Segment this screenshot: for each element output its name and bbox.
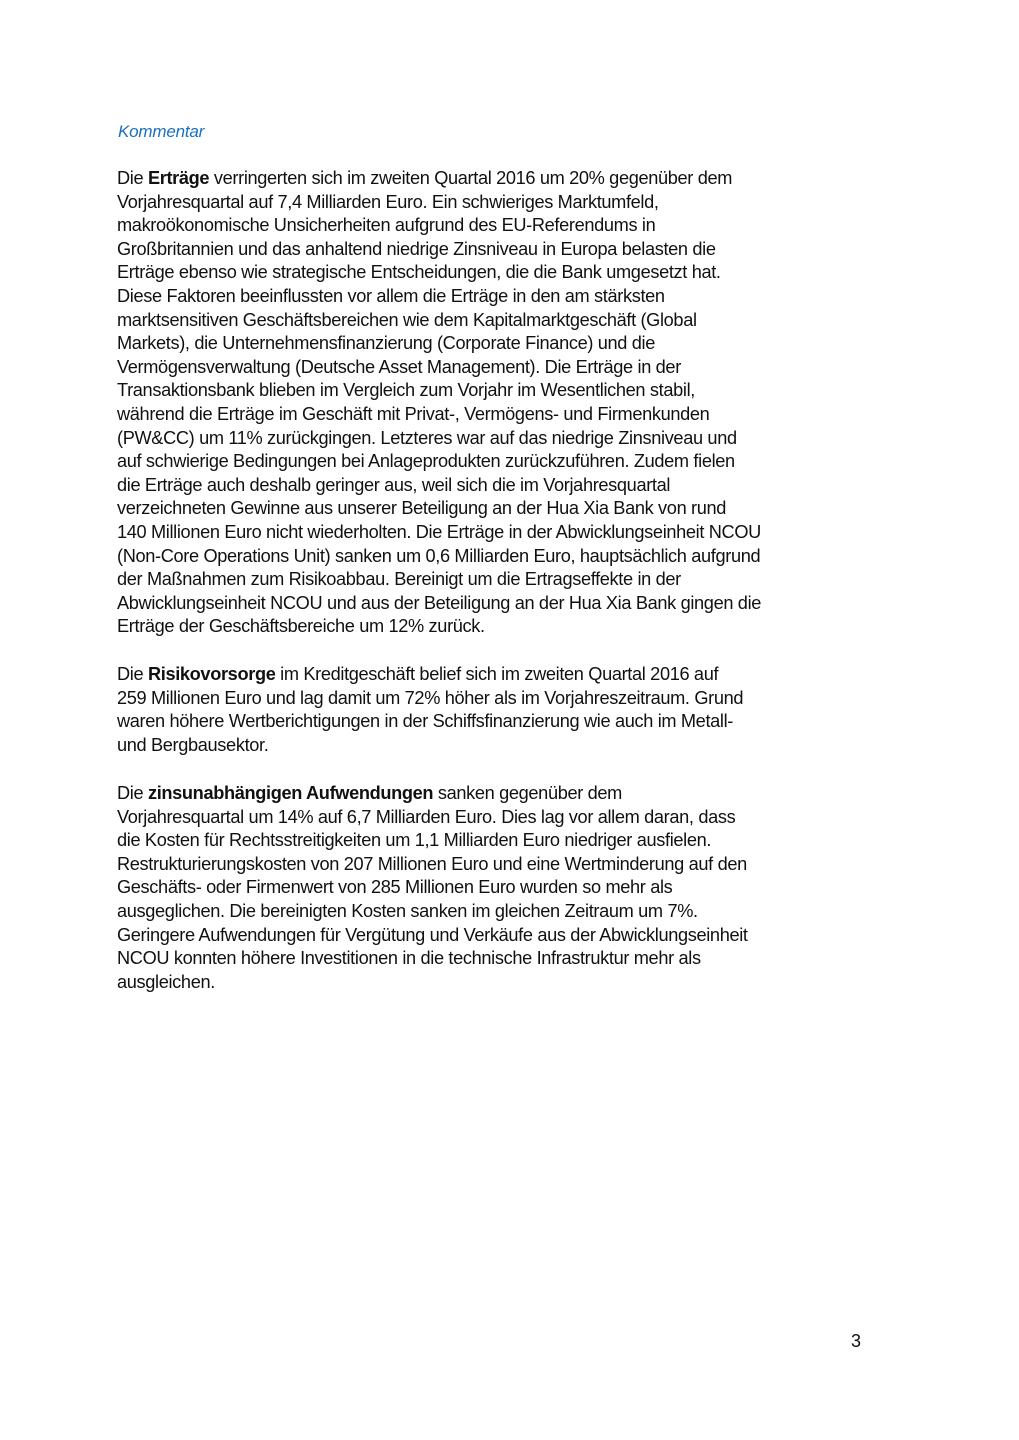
lead-text: Die xyxy=(117,168,148,188)
text-line: NCOU konnten höhere Investitionen in die technische Infrastruktur mehr als xyxy=(117,948,701,969)
text-line: 140 Millionen Euro nicht wiederholten. Die Erträge in der Abwicklungseinheit NCOU xyxy=(117,521,761,542)
text-line: Restrukturierungskosten von 207 Millionen Euro und eine Wertminderung auf den xyxy=(117,853,747,874)
text-line: Erträge der Geschäftsbereiche um 12% zurück. xyxy=(117,616,485,637)
text-line: ausgeglichen. Die bereinigten Kosten sanken im gleichen Zeitraum um 7%. xyxy=(117,900,698,921)
text-line: (PW&CC) um 11% zurückgingen. Letzteres war auf das niedrige Zinsniveau und xyxy=(117,427,737,448)
text-line: Abwicklungseinheit NCOU und aus der Beteiligung an der Hua Xia Bank gingen die xyxy=(117,592,762,613)
line-text: sanken gegenüber dem xyxy=(433,783,622,803)
text-line: die Kosten für Rechtsstreitigkeiten um 1,1 Milliarden Euro niedriger ausfielen. xyxy=(117,830,712,851)
text-line: Markets), die Unternehmensfinanzierung (Corporate Finance) und die xyxy=(117,333,655,354)
paragraph-aufwendungen xyxy=(117,782,887,994)
text-line: Diese Faktoren beeinflussten vor allem die Erträge in den am stärksten xyxy=(117,285,665,306)
text-line xyxy=(117,782,887,806)
text-line: Geschäfts- oder Firmenwert von 285 Millionen Euro wurden so mehr als xyxy=(117,877,673,898)
line-text: verringerten sich im zweiten Quartal 2016 um 20% gegenüber dem xyxy=(209,168,733,188)
text-line xyxy=(117,663,887,687)
paragraph-risikovorsorge xyxy=(117,663,887,757)
text-line: (Non-Core Operations Unit) sanken um 0,6 Milliarden Euro, hauptsächlich aufgrund xyxy=(117,545,761,566)
page-number: 3 xyxy=(851,1331,862,1351)
lead-text: Die xyxy=(117,664,148,684)
text-line: die Erträge auch deshalb geringer aus, weil sich die im Vorjahresquartal xyxy=(117,474,671,495)
text-line: Erträge ebenso wie strategische Entscheidungen, die die Bank umgesetzt hat. xyxy=(117,262,721,283)
bold-keyword: Erträge xyxy=(147,168,210,188)
text-line: Vorjahresquartal um 14% auf 6,7 Milliarden Euro. Dies lag vor allem daran, dass xyxy=(117,806,736,827)
text-line: Geringere Aufwendungen für Vergütung und Verkäufe aus der Abwicklungseinheit xyxy=(117,924,748,945)
text-line xyxy=(117,167,887,191)
text-line: und Bergbausektor. xyxy=(117,734,269,755)
text-line: Vermögensverwaltung (Deutsche Asset Management). Die Erträge in der xyxy=(117,356,681,377)
section-heading: Kommentar xyxy=(118,122,205,141)
bold-keyword: zinsunabhängigen Aufwendungen xyxy=(147,783,434,803)
text-line: während die Erträge im Geschäft mit Privat-, Vermögens- und Firmenkunden xyxy=(117,403,710,424)
text-line: waren höhere Wertberichtigungen in der Schiffsfinanzierung wie auch im Metall- xyxy=(117,711,734,732)
text-line: Transaktionsbank blieben im Vergleich zum Vorjahr im Wesentlichen stabil, xyxy=(117,380,695,401)
text-line: der Maßnahmen zum Risikoabbau. Bereinigt um die Ertragseffekte in der xyxy=(117,569,681,590)
text-line: marktsensitiven Geschäftsbereichen wie dem Kapitalmarktgeschäft (Global xyxy=(117,309,697,330)
text-line: Vorjahresquartal auf 7,4 Milliarden Euro. Ein schwieriges Marktumfeld, xyxy=(117,191,659,212)
paragraph-ertraege xyxy=(117,167,887,639)
text-line: ausgleichen. xyxy=(117,971,215,992)
lead-text: Die xyxy=(117,783,148,803)
line-text: im Kreditgeschäft belief sich im zweiten Quartal 2016 auf xyxy=(275,664,719,684)
text-line: 259 Millionen Euro und lag damit um 72% höher als im Vorjahreszeitraum. Grund xyxy=(117,687,744,708)
text-line: verzeichneten Gewinne aus unserer Beteiligung an der Hua Xia Bank von rund xyxy=(117,498,727,519)
bold-keyword: Risikovorsorge xyxy=(147,664,276,684)
text-line: Großbritannien und das anhaltend niedrige Zinsniveau in Europa belasten die xyxy=(117,238,716,259)
text-line: auf schwierige Bedingungen bei Anlageprodukten zurückzuführen. Zudem fielen xyxy=(117,451,735,472)
text-line: makroökonomische Unsicherheiten aufgrund des EU-Referendums in xyxy=(117,215,656,236)
